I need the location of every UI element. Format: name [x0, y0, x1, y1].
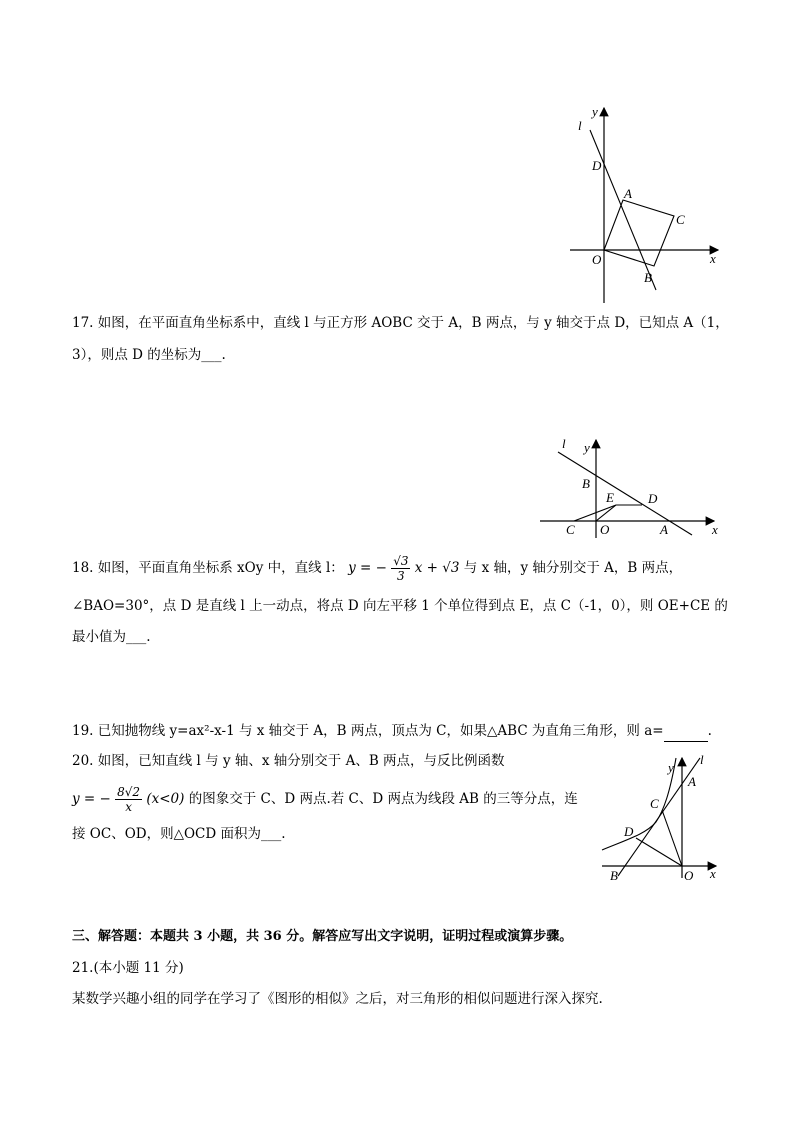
label-x: x: [710, 866, 716, 881]
label-x: x: [712, 522, 718, 537]
segment-ce: [574, 505, 616, 521]
label-o: O: [684, 868, 694, 883]
segment-oe: [596, 505, 616, 521]
q18-line3: 最小值为___.: [72, 629, 151, 645]
label-o: O: [600, 522, 610, 537]
figure-q17: [560, 98, 730, 308]
label-b: B: [610, 868, 618, 883]
segment-od: [636, 838, 682, 866]
label-o: O: [592, 252, 602, 267]
label-y: y: [592, 104, 598, 119]
q18-frac-num: √3: [393, 554, 409, 568]
segment-oc: [662, 810, 682, 866]
q18-eq-y: y = −: [348, 560, 387, 576]
q19: [72, 721, 712, 742]
label-d: D: [624, 824, 634, 839]
label-a: A: [624, 186, 632, 201]
label-a: A: [660, 522, 668, 537]
q20-frac-den: x: [125, 800, 132, 814]
figure-q18: [536, 432, 726, 544]
q19-end: .: [707, 723, 712, 739]
label-y: y: [668, 760, 674, 775]
label-b: B: [644, 270, 652, 285]
label-y: y: [584, 440, 590, 455]
label-l: l: [562, 436, 566, 451]
label-d: D: [648, 491, 658, 506]
q17-line2: 3），则点 D 的坐标为___.: [72, 347, 226, 363]
label-b: B: [582, 476, 590, 491]
q21-title: 21.(本小题 11 分): [72, 960, 184, 976]
square-aobc: [604, 200, 674, 266]
q20-eq-y: y = −: [72, 791, 111, 807]
label-l: l: [700, 752, 704, 767]
label-x: x: [710, 251, 716, 266]
label-a: A: [688, 774, 696, 789]
label-c: C: [566, 522, 575, 537]
label-e: E: [606, 490, 614, 505]
label-l: l: [578, 118, 582, 133]
q18-pre: 18. 如图，平面直角坐标系 xOy 中，直线 l：: [72, 560, 344, 576]
q20-line2: [72, 782, 578, 816]
q19-text: 19. 已知抛物线 y=ax²-x-1 与 x 轴交于 A，B 两点，顶点为 C，如果△ABC 为直角三角形，则 a=: [72, 723, 664, 739]
section-3-heading: 三、解答题：本题共 3 小题，共 36 分。解答应写出文字说明，证明过程或演算步骤。: [72, 929, 573, 944]
q17-line1: 17. 如图，在平面直角坐标系中，直线 l 与正方形 AOBC 交于 A，B 两点，与 y 轴交于点 D，已知点 A（1，: [72, 315, 729, 331]
q20-line1: 20. 如图，已知直线 l 与 y 轴、x 轴分别交于 A、B 两点，与反比例函数: [72, 753, 505, 769]
q20-line2-post: 的图象交于 C、D 两点.若 C、D 两点为线段 AB 的三等分点，连: [188, 791, 578, 807]
line-l: [558, 452, 692, 535]
hyperbola: [602, 758, 676, 850]
label-d: D: [592, 158, 602, 173]
label-c: C: [676, 212, 685, 227]
q18-fraction: [391, 554, 410, 583]
q20-line3: 接 OC、OD，则△OCD 面积为___.: [72, 826, 286, 842]
q18-line1: [72, 553, 682, 583]
q20-cond: (x<0): [146, 791, 185, 807]
label-c: C: [650, 796, 659, 811]
q21-text: 某数学兴趣小组的同学在学习了《图形的相似》之后，对三角形的相似问题进行深入探究.: [72, 991, 603, 1007]
q20-fraction: [115, 785, 142, 814]
figure-q20: [596, 752, 726, 884]
q19-blank: [664, 721, 708, 742]
q18-line2: ∠BAO=30°，点 D 是直线 l 上一动点，将点 D 向左平移 1 个单位得到点 E，点 C（-1，0），则 OE+CE 的: [72, 598, 728, 614]
q18-eq-tail: x + √3: [414, 560, 460, 576]
q20-frac-num: 8√2: [117, 785, 141, 799]
q18-frac-den: 3: [397, 569, 405, 583]
q18-post: 与 x 轴，y 轴分别交于 A，B 两点，: [463, 560, 683, 576]
